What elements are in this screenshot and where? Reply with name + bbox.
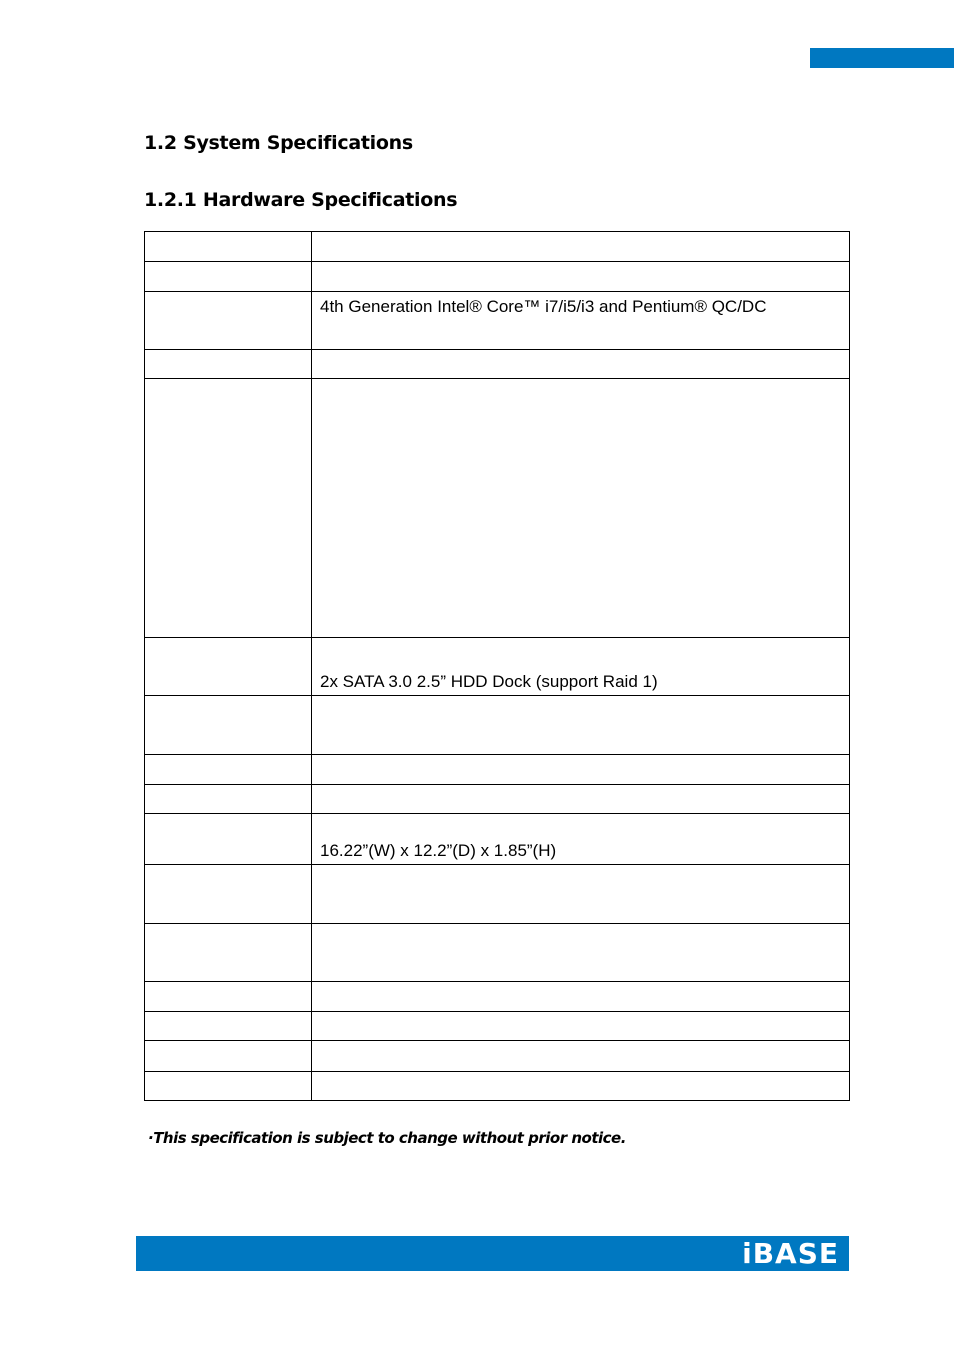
spec-value bbox=[312, 379, 850, 638]
table-row bbox=[145, 696, 850, 755]
spec-value bbox=[312, 785, 850, 814]
spec-value bbox=[312, 1041, 850, 1072]
spec-value-dimensions: 16.22”(W) x 12.2”(D) x 1.85”(H) bbox=[312, 814, 850, 865]
spec-label bbox=[145, 1072, 312, 1101]
spec-value bbox=[312, 1012, 850, 1041]
table-row bbox=[145, 232, 850, 262]
header-accent-bar bbox=[810, 48, 954, 68]
spec-label bbox=[145, 814, 312, 865]
table-row bbox=[145, 379, 850, 638]
spec-value-processor: 4th Generation Intel® Core™ i7/i5/i3 and Pentium® QC/DC bbox=[312, 292, 850, 350]
table-row bbox=[145, 982, 850, 1012]
spec-label bbox=[145, 696, 312, 755]
spec-label bbox=[145, 1012, 312, 1041]
table-row bbox=[145, 350, 850, 379]
spec-label bbox=[145, 262, 312, 292]
section-heading: 1.2 System Specifications bbox=[144, 132, 413, 154]
spec-value bbox=[312, 865, 850, 924]
spec-value bbox=[312, 1072, 850, 1101]
table-row bbox=[145, 638, 850, 696]
table-row bbox=[145, 865, 850, 924]
table-row bbox=[145, 924, 850, 982]
disclaimer-note: ·This specification is subject to change without prior notice. bbox=[148, 1129, 626, 1147]
table-row bbox=[145, 1012, 850, 1041]
spec-value bbox=[312, 262, 850, 292]
spec-label bbox=[145, 1041, 312, 1072]
hardware-spec-table bbox=[144, 231, 850, 1101]
table-row bbox=[145, 814, 850, 865]
spec-value bbox=[312, 696, 850, 755]
ibase-logo: iBASE bbox=[742, 1237, 839, 1270]
spec-label bbox=[145, 379, 312, 638]
spec-label bbox=[145, 292, 312, 350]
subsection-heading: 1.2.1 Hardware Specifications bbox=[144, 189, 458, 211]
spec-label bbox=[145, 638, 312, 696]
spec-value bbox=[312, 755, 850, 785]
spec-value bbox=[312, 982, 850, 1012]
spec-value bbox=[312, 232, 850, 262]
spec-value-storage: 2x SATA 3.0 2.5” HDD Dock (support Raid 1) bbox=[312, 638, 850, 696]
spec-label bbox=[145, 785, 312, 814]
table-row bbox=[145, 755, 850, 785]
table-row bbox=[145, 1041, 850, 1072]
table-row bbox=[145, 262, 850, 292]
spec-label bbox=[145, 865, 312, 924]
spec-label bbox=[145, 232, 312, 262]
table-row bbox=[145, 1072, 850, 1101]
spec-label bbox=[145, 350, 312, 379]
spec-value bbox=[312, 924, 850, 982]
footer-bar bbox=[136, 1236, 849, 1271]
table-row bbox=[145, 785, 850, 814]
spec-label bbox=[145, 755, 312, 785]
spec-label bbox=[145, 924, 312, 982]
spec-value bbox=[312, 350, 850, 379]
table-row bbox=[145, 292, 850, 350]
spec-label bbox=[145, 982, 312, 1012]
